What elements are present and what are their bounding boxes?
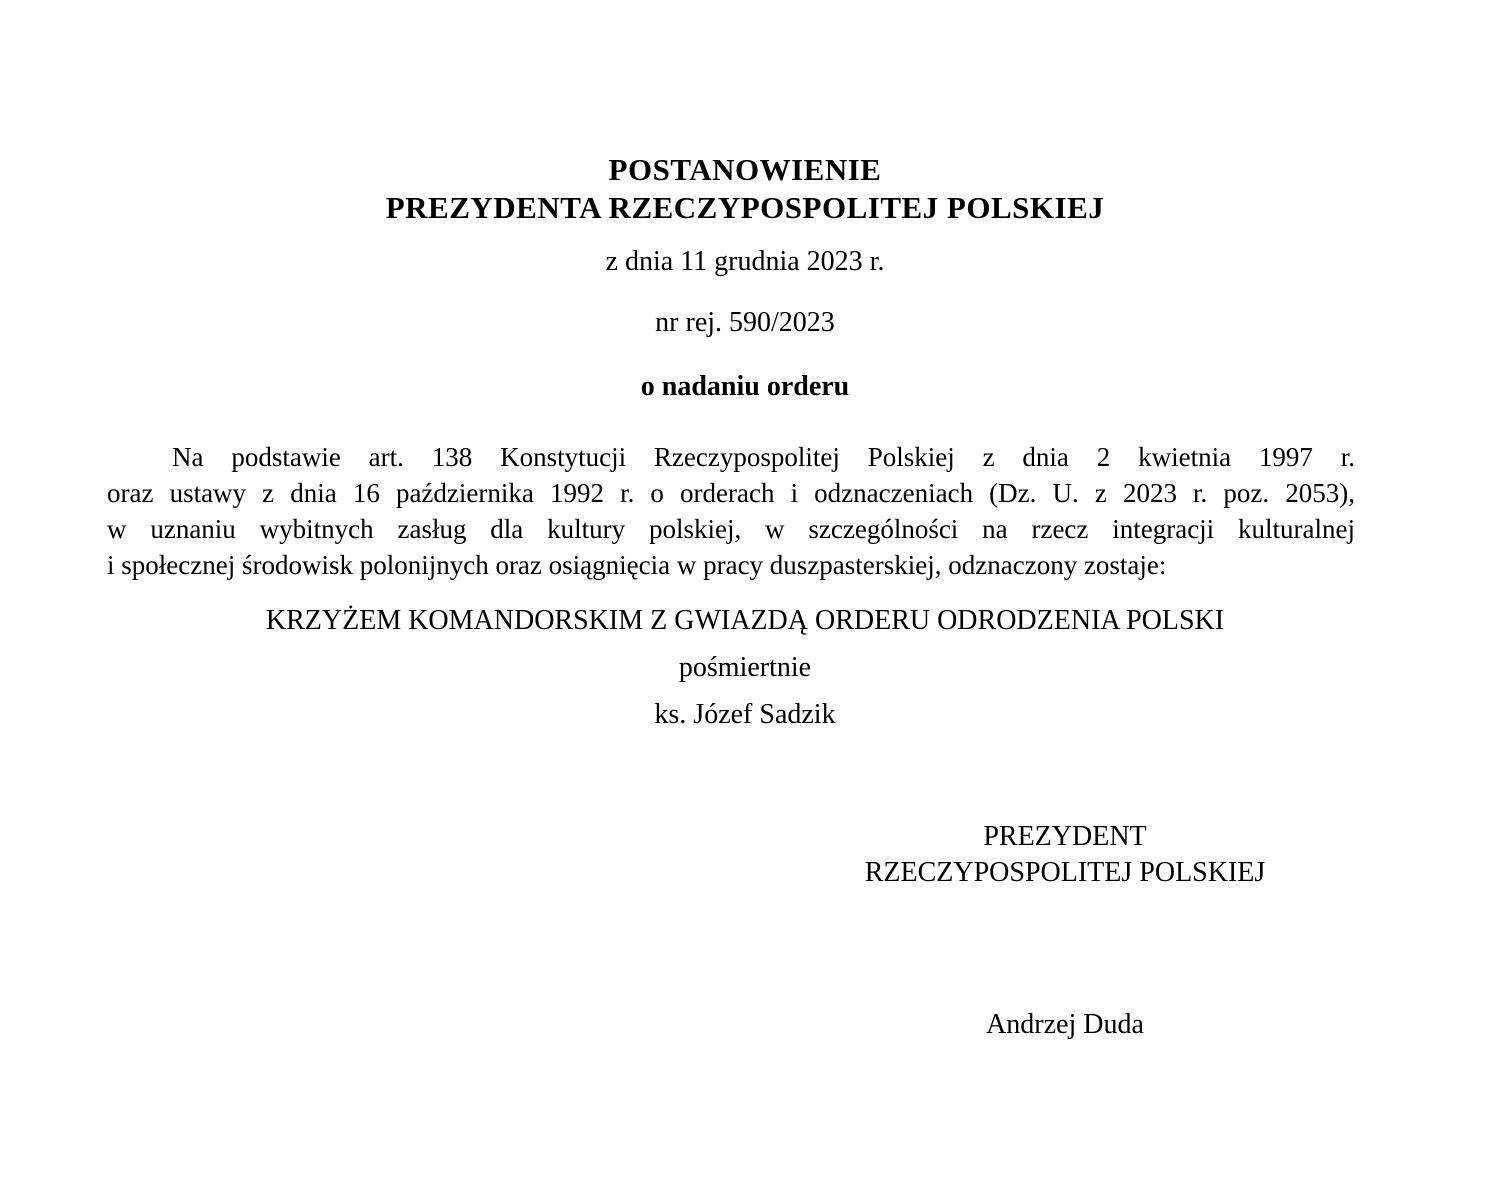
document-subject: o nadaniu orderu bbox=[640, 371, 850, 402]
registry-number: nr rej. 590/2023 bbox=[655, 307, 835, 338]
decree-paragraph-line-3: w uznaniu wybitnych zasług dla kultury polskiej, w szczególności na rzecz integracji kulturalnej bbox=[107, 514, 1355, 544]
posthumous-note: pośmiertnie bbox=[678, 652, 812, 683]
document-page bbox=[107, 0, 1383, 1043]
decree-paragraph-line-1: Na podstawie art. 138 Konstytucji Rzeczypospolitej Polskiej z dnia 2 kwietnia 1997 r. bbox=[172, 442, 1355, 472]
document-title-line1: POSTANOWIENIE bbox=[608, 152, 882, 187]
recipient-name: ks. Józef Sadzik bbox=[654, 699, 836, 730]
signature-title-line1: PREZYDENT bbox=[983, 821, 1147, 852]
document-date: z dnia 11 grudnia 2023 r. bbox=[605, 246, 885, 277]
signer-name: Andrzej Duda bbox=[986, 1009, 1144, 1040]
decree-paragraph bbox=[107, 439, 1355, 583]
decree-paragraph-line-4: i społecznej środowisk polonijnych oraz osiągnięcia w pracy duszpasterskiej, odznaczony zostaje: bbox=[107, 550, 1167, 580]
decree-paragraph-line-2: oraz ustawy z dnia 16 października 1992 r. o orderach i odznaczeniach (Dz. U. z 2023 r. poz. 2053), bbox=[107, 478, 1355, 508]
signature-title-block bbox=[815, 819, 1315, 891]
award-name: KRZYŻEM KOMANDORSKIM Z GWIAZDĄ ORDERU ODRODZENIA POLSKI bbox=[265, 605, 1225, 636]
document-title-line2: PREZYDENTA RZECZYPOSPOLITEJ POLSKIEJ bbox=[385, 190, 1105, 225]
document-title bbox=[107, 151, 1383, 227]
signature-title-line2: RZECZYPOSPOLITEJ POLSKIEJ bbox=[864, 857, 1266, 888]
